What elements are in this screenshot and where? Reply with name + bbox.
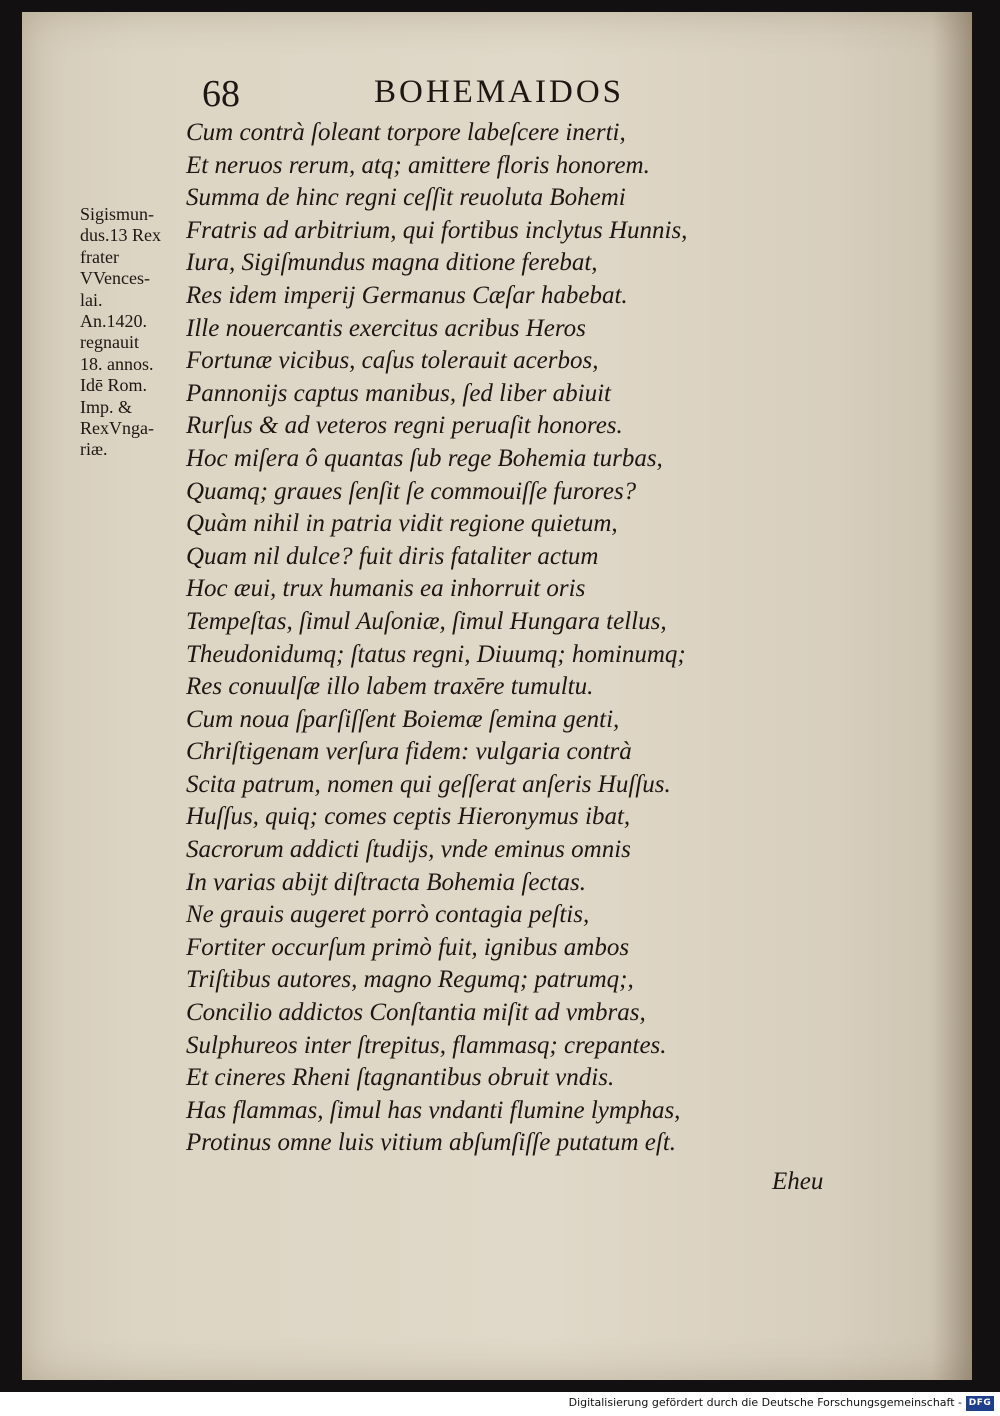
verse-line: Et neruos rerum, atq; amittere floris honorem. xyxy=(186,151,650,179)
verse-line: Res idem imperij Germanus Cæſar habebat. xyxy=(186,281,628,309)
verse-line: Fortiter occurſum primò fuit, ignibus ambos xyxy=(186,933,630,961)
catchword: Eheu xyxy=(772,1168,824,1195)
footer-credit: Digitalisierung gefördert durch die Deutsche Forschungsgemeinschaft - xyxy=(568,1396,962,1409)
poem-text xyxy=(186,117,836,1160)
verse-line: Tempeſtas, ſimul Auſoniæ, ſimul Hungara tellus, xyxy=(186,607,667,635)
verse-line: Summa de hinc regni ceſſit reuoluta Bohemi xyxy=(186,184,626,212)
verse-line: Sulphureos inter ſtrepitus, flammasq; crepantes. xyxy=(186,1031,667,1059)
verse-line: Rurſus & ad veteros regni peruaſit honores. xyxy=(186,412,623,440)
verse-line: Protinus omne luis vitium abſumſiſſe putatum eſt. xyxy=(186,1129,677,1157)
marginal-note: Sigismun- dus.13 Rex frater VVences- lai. An.1420. regnauit 18. annos. Idē Rom. Imp. & RexVnga- riæ. xyxy=(80,204,161,460)
page-number: 68 xyxy=(202,73,240,115)
verse-line: Concilio addictos Conſtantia miſit ad vmbras, xyxy=(186,999,646,1027)
running-title: BOHEMAIDOS xyxy=(374,74,625,110)
verse-line: Scita patrum, nomen qui geſſerat anſeris Huſſus. xyxy=(186,770,671,798)
verse-line: Pannonijs captus manibus, ſed liber abiuit xyxy=(186,379,611,407)
page-spine-shadow xyxy=(932,12,972,1380)
verse-line: Ille nouercantis exercitus acribus Heros xyxy=(186,314,586,342)
verse-line: Has flammas, ſimul has vndanti flumine lymphas, xyxy=(186,1096,681,1124)
footer-bar xyxy=(0,1392,1000,1416)
verse-line: Hoc miſera ô quantas ſub rege Bohemia turbas, xyxy=(186,444,663,472)
verse-line: Triſtibus autores, magno Regumq; patrumq;, xyxy=(186,966,634,994)
verse-line: Quamq; graues ſenſit ſe commouiſſe furores? xyxy=(186,477,637,505)
dfg-logo: DFG xyxy=(966,1396,994,1411)
verse-line: Sacrorum addicti ſtudijs, vnde eminus omnis xyxy=(186,836,631,864)
verse-line: Iura, Sigiſmundus magna ditione ferebat, xyxy=(186,249,598,277)
verse-line: Hoc æui, trux humanis ea inhorruit oris xyxy=(186,575,586,603)
verse-line: Fratris ad arbitrium, qui fortibus inclytus Hunnis, xyxy=(186,216,688,244)
verse-line: In varias abijt diſtracta Bohemia ſectas. xyxy=(186,868,586,896)
verse-line: Cum noua ſparſiſſent Boiemæ ſemina genti, xyxy=(186,705,620,733)
verse-line: Et cineres Rheni ſtagnantibus obruit vndis. xyxy=(186,1064,615,1092)
verse-line: Ne grauis augeret porrò contagia peſtis, xyxy=(186,901,590,929)
verse-line: Chriſtigenam verſura fidem: vulgaria contrà xyxy=(186,738,632,766)
verse-line: Quàm nihil in patria vidit regione quietum, xyxy=(186,510,618,538)
verse-line: Theudonidumq; ſtatus regni, Diuumq; hominumq; xyxy=(186,640,686,668)
verse-line: Res conuulſæ illo labem traxēre tumultu. xyxy=(186,673,594,701)
verse-line: Cum contrà ſoleant torpore labeſcere inerti, xyxy=(186,119,626,146)
verse-line: Fortunæ vicibus, caſus tolerauit acerbos, xyxy=(186,347,599,375)
verse-line: Huſſus, quiq; comes ceptis Hieronymus ibat, xyxy=(186,803,631,831)
verse-line: Quam nil dulce? fuit diris fataliter actum xyxy=(186,542,599,570)
